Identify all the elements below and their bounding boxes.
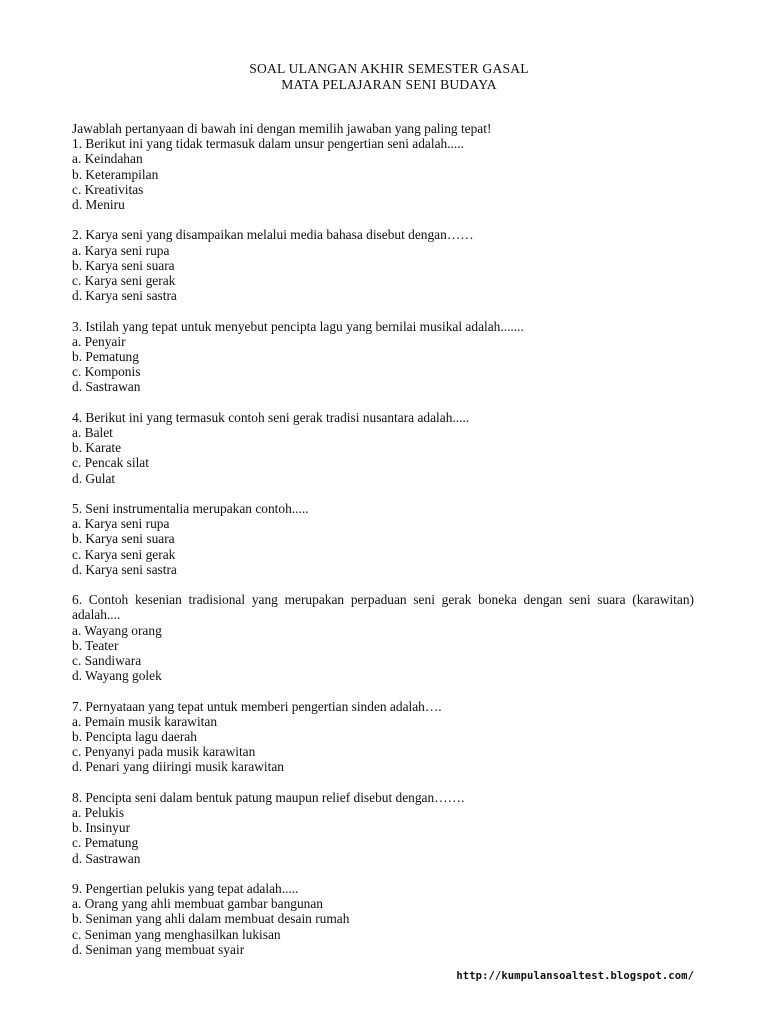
- question-text: 4. Berikut ini yang termasuk contoh seni gerak tradisi nusantara adalah.....: [72, 409, 470, 425]
- header-title: SOAL ULANGAN AKHIR SEMESTER GASAL: [249, 61, 529, 76]
- answer-option: a. Wayang orang: [72, 622, 162, 638]
- answer-option: d. Wayang golek: [72, 668, 162, 684]
- answer-option: b. Seniman yang ahli dalam membuat desain rumah: [72, 911, 350, 927]
- answer-option: d. Penari yang diiringi musik karawitan: [72, 759, 284, 775]
- question-item: [72, 592, 694, 683]
- option-list: [72, 714, 694, 775]
- question-text: 8. Pencipta seni dalam bentuk patung maupun relief disebut dengan…….: [72, 789, 465, 805]
- question-item: [72, 881, 694, 957]
- option-list: [72, 243, 694, 304]
- option-list: [72, 334, 694, 395]
- answer-option: a. Keindahan: [72, 151, 143, 167]
- question-text: 9. Pengertian pelukis yang tepat adalah.....: [72, 881, 299, 897]
- answer-option: c. Karya seni gerak: [72, 546, 176, 562]
- option-list: [72, 151, 694, 212]
- question-item: [72, 410, 694, 486]
- option-list: [72, 896, 694, 957]
- answer-option: d. Meniru: [72, 197, 125, 213]
- option-list: [72, 623, 694, 684]
- answer-option: a. Pelukis: [72, 805, 125, 821]
- answer-option: a. Karya seni rupa: [72, 242, 170, 258]
- answer-option: b. Karya seni suara: [72, 257, 175, 273]
- question-text: 1. Berikut ini yang tidak termasuk dalam unsur pengertian seni adalah.....: [72, 136, 464, 152]
- answer-option: a. Karya seni rupa: [72, 516, 170, 532]
- answer-option: d. Seniman yang membuat syair: [72, 941, 245, 957]
- answer-option: d. Sastrawan: [72, 379, 141, 395]
- exam-content: [72, 121, 694, 972]
- answer-option: b. Karate: [72, 440, 122, 456]
- answer-option: c. Penyanyi pada musik karawitan: [72, 744, 256, 760]
- answer-option: c. Seniman yang menghasilkan lukisan: [72, 926, 281, 942]
- answer-option: d. Karya seni sastra: [72, 288, 177, 304]
- question-text: 3. Istilah yang tepat untuk menyebut pencipta lagu yang bernilai musikal adalah.......: [72, 318, 524, 334]
- question-text: 5. Seni instrumentalia merupakan contoh.....: [72, 501, 309, 517]
- answer-option: a. Orang yang ahli membuat gambar bangunan: [72, 896, 323, 912]
- answer-option: a. Balet: [72, 425, 113, 441]
- question-item: [72, 790, 694, 866]
- answer-option: c. Sandiwara: [72, 653, 142, 669]
- answer-option: c. Pencak silat: [72, 455, 149, 471]
- option-list: [72, 425, 694, 486]
- footer-url: http://kumpulansoaltest.blogspot.com/: [456, 970, 694, 982]
- option-list: [72, 805, 694, 866]
- instruction-text: Jawablah pertanyaan di bawah ini dengan memilih jawaban yang paling tepat!: [72, 121, 492, 136]
- answer-option: c. Pematung: [72, 835, 139, 851]
- header-subtitle: MATA PELAJARAN SENI BUDAYA: [281, 76, 497, 92]
- answer-option: b. Keterampilan: [72, 166, 159, 182]
- answer-option: b. Insinyur: [72, 820, 131, 836]
- answer-option: c. Komponis: [72, 364, 141, 380]
- question-item: [72, 319, 694, 395]
- question-item: [72, 227, 694, 303]
- question-list: [72, 136, 694, 957]
- question-text: 7. Pernyataan yang tepat untuk memberi pengertian sinden adalah….: [72, 698, 442, 714]
- answer-option: d. Sastrawan: [72, 850, 141, 866]
- question-item: [72, 501, 694, 577]
- answer-option: c. Kreativitas: [72, 181, 144, 197]
- question-item: [72, 699, 694, 775]
- answer-option: b. Teater: [72, 637, 119, 653]
- answer-option: d. Karya seni sastra: [72, 561, 177, 577]
- option-list: [72, 516, 694, 577]
- answer-option: b. Karya seni suara: [72, 531, 175, 547]
- answer-option: c. Karya seni gerak: [72, 273, 176, 289]
- answer-option: d. Gulat: [72, 470, 116, 486]
- answer-option: a. Pemain musik karawitan: [72, 713, 218, 729]
- question-item: [72, 136, 694, 212]
- answer-option: a. Penyair: [72, 333, 126, 349]
- answer-option: b. Pematung: [72, 349, 139, 365]
- answer-option: b. Pencipta lagu daerah: [72, 729, 197, 745]
- document-header: [0, 61, 768, 92]
- question-text: 2. Karya seni yang disampaikan melalui media bahasa disebut dengan……: [72, 227, 474, 243]
- question-text: 6. Contoh kesenian tradisional yang merupakan perpaduan seni gerak boneka dengan seni suara (karawitan) adalah....: [72, 592, 694, 623]
